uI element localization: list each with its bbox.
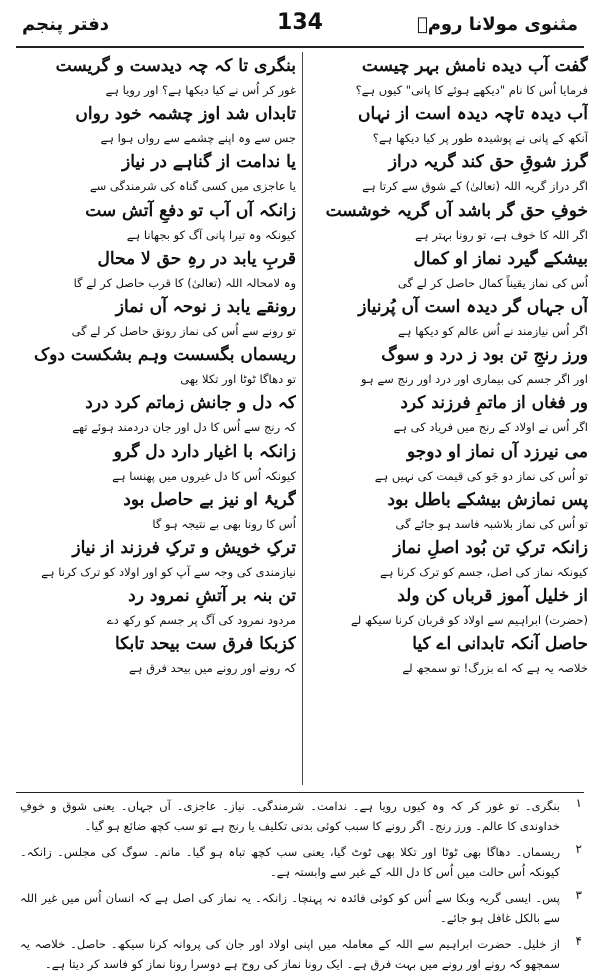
translation-line: اُس کی نماز یقیناً کمال حاصل کر لے گی xyxy=(397,275,588,290)
column-divider xyxy=(302,52,303,785)
footnote-rule xyxy=(16,792,584,793)
verse-line: کہ دل و جانش زماتم کرد درد xyxy=(85,393,296,414)
verse-line: ریسماں بگسست وہم بشکست دوک xyxy=(33,345,296,366)
translation-line: اگر اللہ کا خوف ہے، تو رونا بہتر ہے xyxy=(415,227,588,242)
footnote xyxy=(20,934,582,974)
verse-line: ترکِ خویش و ترکِ فرزند از نیاز xyxy=(72,537,296,558)
verse-line: بیشکے گیرد نماز او کمال xyxy=(413,248,588,269)
footnote-number: ۱ xyxy=(575,796,582,810)
verse-line: گریۂ او نیز بے حاصل بود xyxy=(123,489,296,510)
verse-line: گرز شوقِ حق کند گریہ دراز xyxy=(388,152,588,173)
translation-line: کیونکہ نماز کی اصل، جسم کو ترک کرنا ہے xyxy=(379,564,588,579)
verse-line: یا ندامت از گناہے در نیاز xyxy=(122,152,296,173)
verse-line: زانکہ آں آب تو دفعِ آتش ست xyxy=(85,200,296,221)
translation-line: اگر اُس نے اولاد کے رنج میں فریاد کی ہے xyxy=(393,420,588,435)
footnote-text: از خلیل۔ حضرت ابراہیم سے اللہ کے معاملہ میں اپنی اولاد اور جان کی پروانہ کرنا سیکھ۔ حاصل۔ خلاصہ یہ سمجھو کہ رونے اور رونے میں بہت فرق ہے۔ ایک رونا نماز کی روح ہے دوسرا رونا نماز کو فاسد کر دیتا ہے۔ xyxy=(20,937,560,971)
verse-line: گفت آب دیده نامش بہر چیست xyxy=(361,56,588,76)
translation-line: وہ لامحالہ اللہ (تعالیٰ) کا قرب حاصل کر لے گا xyxy=(73,275,296,290)
footnote-number: ۲ xyxy=(575,842,582,856)
translation-line: نیازمندی کی وجہ سے آپ کو اور اولاد کو ترک کرنا ہے xyxy=(41,564,296,579)
translation-line: اُس کا رونا بھی بے نتیجہ ہو گا xyxy=(152,516,296,531)
translation-line: یا عاجزی میں کسی گناہ کی شرمندگی سے xyxy=(89,179,296,194)
translation-line: مردود نمرود کی آگ پر جسم کو رکھ دے xyxy=(106,613,296,628)
verse-line: ورز رنجِ تن بود ز درد و سوگ xyxy=(381,345,588,366)
translation-line: اور اگر جسم کی بیماری اور درد اور رنج سے ہو xyxy=(361,372,588,387)
translation-line: خلاصہ یہ ہے کہ اے بزرگ! تو سمجھ لے xyxy=(402,661,588,676)
translation-line: تو اُس کی نماز دو جَو کی قیمت کی نہیں ہے xyxy=(374,468,588,483)
right-column xyxy=(312,54,588,680)
translation-line: کیونکہ اُس کا دل غیروں میں پھنسا ہے xyxy=(112,468,296,483)
verse-line: کزبکا فرق ست بیحد تابکا xyxy=(114,634,296,655)
verse-line: زانکہ با اغیار دارد دل گرو xyxy=(113,441,296,462)
verse-line: تن بنہ بر آتشِ نمرود رد xyxy=(128,586,296,607)
verse-line: بنگری تا کہ چہ دیدست و گریست xyxy=(55,56,296,76)
verse-line: آں جہاں گر دیدہ است آں پُرنیاز xyxy=(358,296,588,317)
verse-line: پس نمازش بیشکے باطل بود xyxy=(387,489,588,510)
page-header xyxy=(0,0,600,48)
verse-line: خوفِ حق گر باشد آں گریہ خوشست xyxy=(325,200,588,221)
verse-line: از خلیل آموز قرباں کن ولد xyxy=(397,586,588,607)
footnote xyxy=(20,796,582,836)
footnote-number: ۳ xyxy=(575,888,582,902)
translation-line: تو اُس کی نماز بلاشبہ فاسد ہو جائے گی xyxy=(395,516,588,531)
translation-line: کہ رونے اور رونے میں بیحد فرق ہے xyxy=(129,661,296,676)
verse-line: ور فغاں از ماتمِ فرزند کرد xyxy=(400,393,588,414)
verse-line: رونقے یابد ز نوحہ آں نماز xyxy=(115,296,296,317)
verse-line: می نیرزد آں نماز او دوجو xyxy=(406,441,588,462)
volume-title: دفتر پنجم xyxy=(22,14,110,35)
translation-line: کیونکہ وہ تیرا پانی آگ کو بجھانا ہے xyxy=(126,227,296,242)
footnotes xyxy=(20,796,582,980)
footnote-text: ریسماں۔ دھاگا بھی ٹوٹا اور تکلا بھی ٹوٹ گیا، یعنی سب کچھ تباہ ہو گیا۔ ماتم۔ سوگ کی مجلس۔ زانکہ۔ کیونکہ اُس حالت میں اُس کا دل اللہ کے غیر سے وابستہ ہے۔ xyxy=(20,845,560,879)
translation-line: تو دھاگا ٹوٹا اور تکلا بھی xyxy=(180,372,296,387)
translation-line: غور کر اُس نے کیا دیکھا ہے؟ اور رویا ہے xyxy=(105,83,296,98)
verse-line: تابداں شد اوز چشمہ خود رواں xyxy=(75,104,296,125)
footnote xyxy=(20,888,582,928)
left-column xyxy=(20,54,296,680)
translation-line: اگر اُس نیازمند نے اُس عالم کو دیکھا ہے xyxy=(398,324,588,339)
footnote-text: پس۔ ایسی گریہ وبکا سے اُس کو کوئی فائدہ نہ پہنچا۔ زانکہ۔ یہ نماز کی اصل ہے کہ انسان اُس میں غیر اللہ سے بالکل غافل ہو جائے۔ xyxy=(20,891,560,925)
header-rule xyxy=(16,46,584,48)
verse-line: قربِ یابد در رہِ حق لا محال xyxy=(97,248,296,269)
translation-line: کہ رنج سے اُس کا دل اور جان دردمند ہوئے تھے xyxy=(72,420,296,435)
verse-line: آب دیدہ تاچہ دیدہ است از نہاں xyxy=(358,104,588,125)
translation-line: تو رونے سے اُس کی نماز رونق حاصل کر لے گی xyxy=(71,324,296,339)
book-title: مثنوی مولانا رومؒ xyxy=(416,14,578,35)
footnote-text: بنگری۔ تو غور کر کہ وہ کیوں رویا ہے۔ ندامت۔ شرمندگی۔ نیاز۔ عاجزی۔ آں جہاں۔ یعنی شوق و خوفِ خداوندی کا عالم۔ ورز رنج۔ اگر رونے کا سبب کوئی بدنی تکلیف یا رنج ہے تو سب کچھ ضائع ہو گیا۔ xyxy=(20,799,560,833)
verse-line: حاصل آنکہ تابدانی اے کیا xyxy=(412,634,588,655)
translation-line: فرمایا اُس کا نام "دیکھے ہوئے کا پانی" کیوں ہے؟ xyxy=(355,83,588,98)
verse-line: زانکہ ترکِ تن بُود اصلِ نماز xyxy=(393,537,588,558)
translation-line: آنکھ کے پانی نے پوشیدہ طور پر کیا دیکھا ہے؟ xyxy=(372,131,588,146)
translation-line: اگر دراز گریہ اللہ (تعالیٰ) کے شوق سے کرتا ہے xyxy=(362,179,588,194)
page-number: 134 xyxy=(277,10,323,35)
translation-line: (حضرت) ابراہیم سے اولاد کو قربان کرنا سیکھ لے xyxy=(351,613,588,628)
footnote xyxy=(20,842,582,882)
translation-line: جس سے وہ اپنے چشمے سے رواں ہوا ہے xyxy=(100,131,296,146)
footnote-number: ۴ xyxy=(575,934,582,948)
